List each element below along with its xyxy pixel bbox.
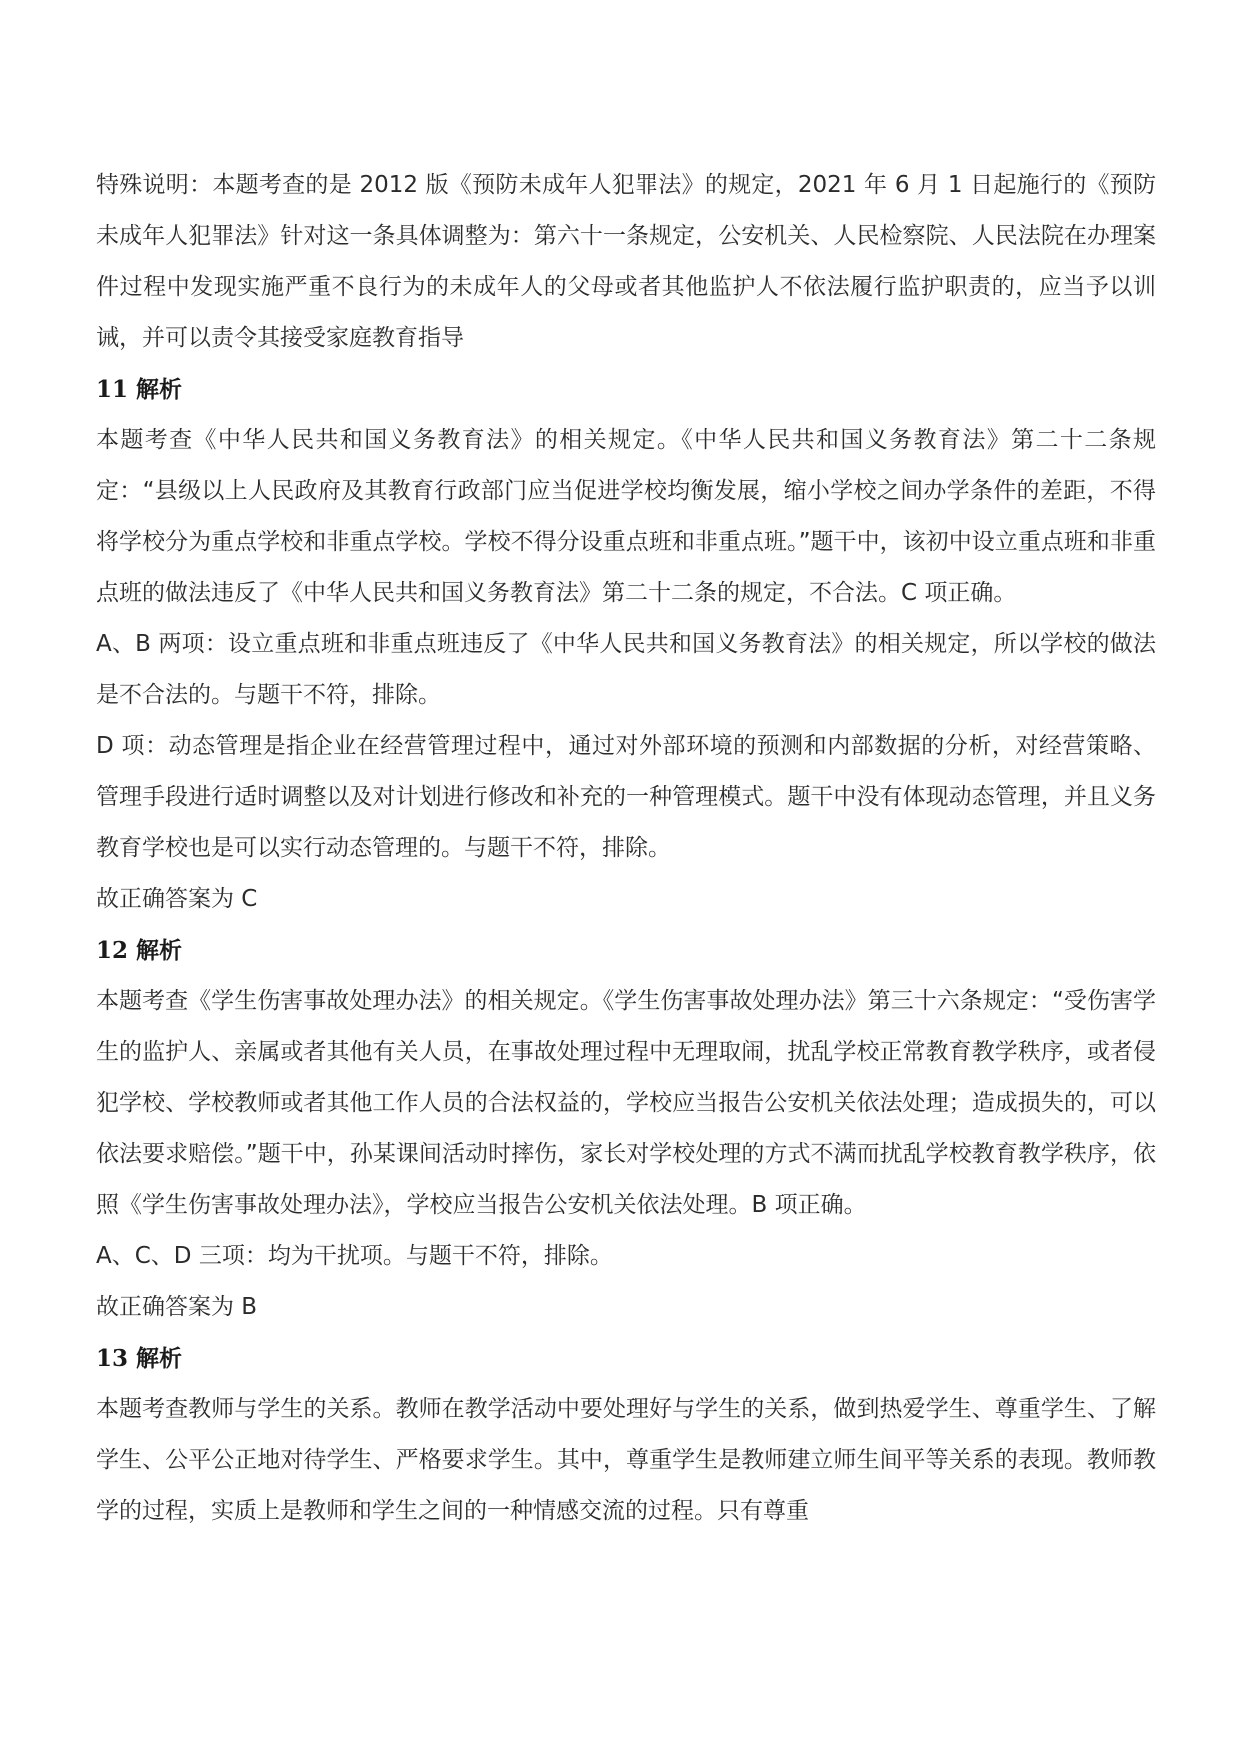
special-note-paragraph: 特殊说明：本题考查的是 2012 版《预防未成年人犯罪法》的规定，2021 年 6 月 1 日起施行的《预防未成年人犯罪法》针对这一条具体调整为：第六十一条规定，公安机关、人民检察院、人民法院在办理案件过程中发现实施严重不良行为的未成年人的父母或者其他监护人不依法履行监护职责的，应当予以训诫，并可以责令其接受家庭教育指导 xyxy=(96,172,1156,351)
q11-answer: 故正确答案为 C xyxy=(96,886,258,912)
document-page xyxy=(96,160,1156,1537)
q11-paragraph-3: D 项：动态管理是指企业在经营管理过程中，通过对外部环境的预测和内部数据的分析，对经营策略、管理手段进行适时调整以及对计划进行修改和补充的一种管理模式。题干中没有体现动态管理，并且义务教育学校也是可以实行动态管理的。与题干不符，排除。 xyxy=(96,733,1156,861)
q13-heading: 13 解析 xyxy=(96,1345,183,1372)
q12-paragraph-2: A、C、D 三项：均为干扰项。与题干不符，排除。 xyxy=(96,1243,613,1269)
q12-answer: 故正确答案为 B xyxy=(96,1294,258,1320)
q11-paragraph-1: 本题考查《中华人民共和国义务教育法》的相关规定。《中华人民共和国义务教育法》第二十二条规定：“县级以上人民政府及其教育行政部门应当促进学校均衡发展，缩小学校之间办学条件的差距，不得将学校分为重点学校和非重点学校。学校不得分设重点班和非重点班。”题干中，该初中设立重点班和非重点班的做法违反了《中华人民共和国义务教育法》第二十二条的规定，不合法。C 项正确。 xyxy=(96,427,1156,606)
q12-paragraph-1: 本题考查《学生伤害事故处理办法》的相关规定。《学生伤害事故处理办法》第三十六条规定：“受伤害学生的监护人、亲属或者其他有关人员，在事故处理过程中无理取闹，扰乱学校正常教育教学秩序，或者侵犯学校、学校教师或者其他工作人员的合法权益的，学校应当报告公安机关依法处理；造成损失的，可以依法要求赔偿。”题干中，孙某课间活动时摔伤，家长对学校处理的方式不满而扰乱学校教育教学秩序，依照《学生伤害事故处理办法》，学校应当报告公安机关依法处理。B 项正确。 xyxy=(96,988,1156,1218)
q12-heading: 12 解析 xyxy=(96,937,183,964)
q11-heading: 11 解析 xyxy=(96,376,183,403)
q13-paragraph-1: 本题考查教师与学生的关系。教师在教学活动中要处理好与学生的关系，做到热爱学生、尊重学生、了解学生、公平公正地对待学生、严格要求学生。其中，尊重学生是教师建立师生间平等关系的表现。教师教学的过程，实质上是教师和学生之间的一种情感交流的过程。只有尊重 xyxy=(96,1396,1156,1524)
q11-paragraph-2: A、B 两项：设立重点班和非重点班违反了《中华人民共和国义务教育法》的相关规定，所以学校的做法是不合法的。与题干不符，排除。 xyxy=(96,631,1156,708)
